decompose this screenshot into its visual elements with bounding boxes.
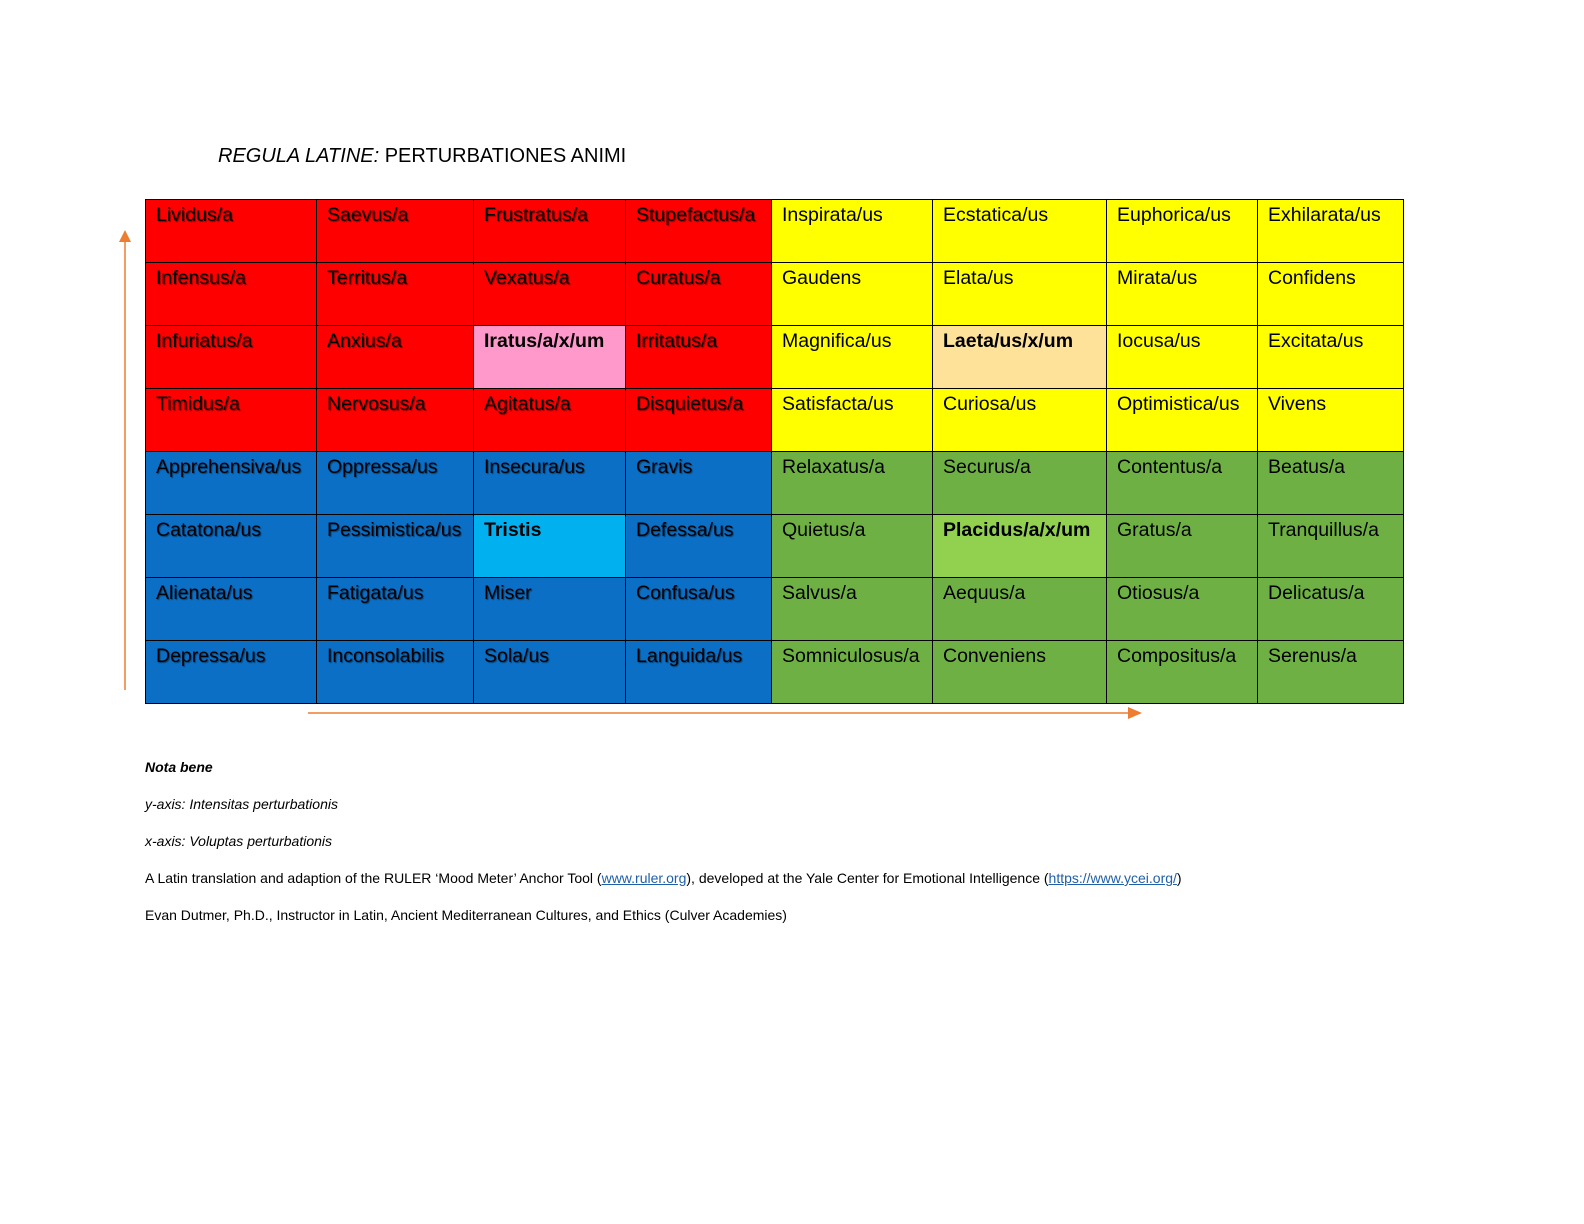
grid-cell: Gratus/a [1107,515,1258,578]
grid-cell: Iratus/a/x/um [474,326,626,389]
ruler-link[interactable]: www.ruler.org [601,870,687,886]
grid-cell: Vivens [1258,389,1404,452]
grid-row [146,578,1404,641]
grid-cell: Depressa/us [146,641,317,704]
grid-cell: Mirata/us [1107,263,1258,326]
credit-middle: ), developed at the Yale Center for Emotional Intelligence ( [686,870,1049,886]
grid-cell: Catatona/us [146,515,317,578]
grid-cell: Excitata/us [1258,326,1404,389]
grid-cell: Territus/a [317,263,474,326]
grid-cell: Timidus/a [146,389,317,452]
grid-cell: Magnifica/us [772,326,933,389]
grid-row [146,326,1404,389]
grid-cell: Sola/us [474,641,626,704]
grid-cell: Languida/us [626,641,772,704]
grid-cell: Nervosus/a [317,389,474,452]
grid-row [146,263,1404,326]
grid-cell: Relaxatus/a [772,452,933,515]
grid-cell: Insecura/us [474,452,626,515]
grid-cell: Conveniens [933,641,1107,704]
grid-cell: Satisfacta/us [772,389,933,452]
mood-meter-grid [145,199,1404,704]
grid-cell: Exhilarata/us [1258,200,1404,263]
grid-cell: Fatigata/us [317,578,474,641]
grid-cell: Curiosa/us [933,389,1107,452]
grid-cell: Anxius/a [317,326,474,389]
credit-line [145,869,1182,887]
y-axis-note: y-axis: Intensitas perturbationis [145,796,338,812]
grid-cell: Pessimistica/us [317,515,474,578]
grid-cell: Euphorica/us [1107,200,1258,263]
grid-cell: Stupefactus/a [626,200,772,263]
grid-cell: Ecstatica/us [933,200,1107,263]
y-axis-arrow [118,228,132,690]
grid-cell: Elata/us [933,263,1107,326]
grid-cell: Contentus/a [1107,452,1258,515]
grid-cell: Iocusa/us [1107,326,1258,389]
grid-cell: Lividus/a [146,200,317,263]
grid-cell: Serenus/a [1258,641,1404,704]
grid-row [146,641,1404,704]
grid-cell: Infuriatus/a [146,326,317,389]
grid-cell: Apprehensiva/us [146,452,317,515]
grid-cell: Confusa/us [626,578,772,641]
y-axis-arrow-head [119,230,131,242]
grid-cell: Salvus/a [772,578,933,641]
grid-cell: Defessa/us [626,515,772,578]
grid-cell: Securus/a [933,452,1107,515]
grid-cell: Delicatus/a [1258,578,1404,641]
grid-cell: Inspirata/us [772,200,933,263]
grid-cell: Tristis [474,515,626,578]
grid-row [146,452,1404,515]
grid-row [146,389,1404,452]
grid-cell: Tranquillus/a [1258,515,1404,578]
x-axis-note: x-axis: Voluptas perturbationis [145,833,333,849]
grid-cell: Inconsolabilis [317,641,474,704]
grid-cell: Agitatus/a [474,389,626,452]
grid-cell: Gaudens [772,263,933,326]
grid-cell: Vexatus/a [474,263,626,326]
grid-cell: Gravis [626,452,772,515]
grid-cell: Irritatus/a [626,326,772,389]
grid-cell: Laeta/us/x/um [933,326,1107,389]
grid-cell: Otiosus/a [1107,578,1258,641]
grid-row [146,515,1404,578]
grid-cell: Quietus/a [772,515,933,578]
grid-cell: Alienata/us [146,578,317,641]
grid-cell: Optimistica/us [1107,389,1258,452]
notes-heading: Nota bene [145,759,213,775]
grid-cell: Saevus/a [317,200,474,263]
grid-cell: Miser [474,578,626,641]
credit-prefix: A Latin translation and adaption of the RULER ‘Mood Meter’ Anchor Tool ( [145,870,602,886]
x-axis-arrow [308,705,1144,721]
notes-section [145,758,1182,943]
grid-cell: Placidus/a/x/um [933,515,1107,578]
grid-cell: Oppressa/us [317,452,474,515]
title-main: PERTURBATIONES ANIMI [384,145,627,167]
ycei-link[interactable]: https://www.ycei.org/ [1048,870,1177,886]
grid-cell: Beatus/a [1258,452,1404,515]
grid-cell: Frustratus/a [474,200,626,263]
title-italic: REGULA LATINE: [218,145,380,167]
x-axis-arrow-head [1128,707,1142,719]
grid-cell: Somniculosus/a [772,641,933,704]
grid-cell: Infensus/a [146,263,317,326]
grid-cell: Confidens [1258,263,1404,326]
grid-cell: Curatus/a [626,263,772,326]
grid-row [146,200,1404,263]
grid-cell: Disquietus/a [626,389,772,452]
grid-cell: Compositus/a [1107,641,1258,704]
author-line: Evan Dutmer, Ph.D., Instructor in Latin, Ancient Mediterranean Cultures, and Ethics (Culver Academies) [145,907,787,923]
credit-suffix: ) [1176,870,1182,886]
grid-cell: Aequus/a [933,578,1107,641]
page-title [218,145,626,168]
